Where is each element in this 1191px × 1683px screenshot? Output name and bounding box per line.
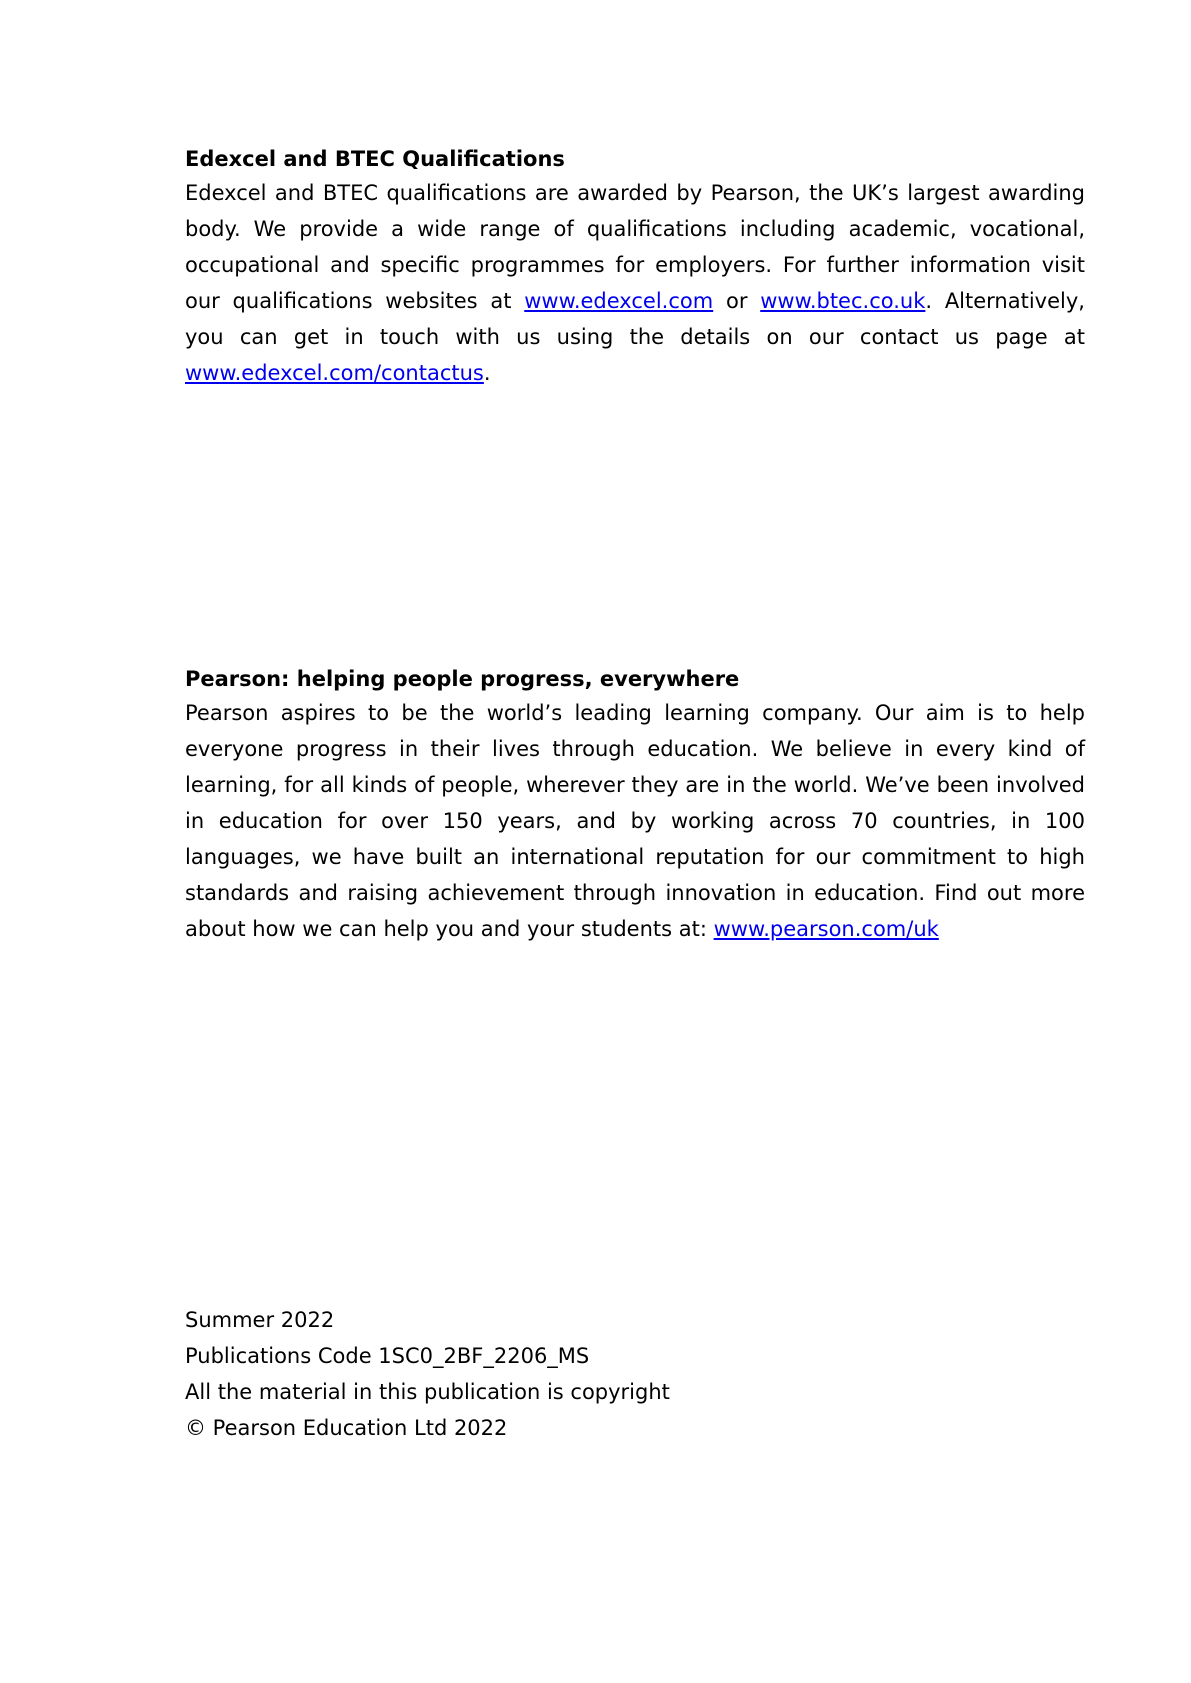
pearson-section (185, 663, 1085, 947)
edexcel-paragraph (185, 175, 1085, 391)
season-label: Summer 2022 (185, 1308, 335, 1332)
copyright-owner: © Pearson Education Ltd 2022 (185, 1416, 508, 1440)
publication-code: Publications Code 1SC0_2BF_2206_MS (185, 1344, 590, 1368)
contactus-link[interactable]: www.edexcel.com/contactus (185, 361, 484, 385)
edexcel-text-3: . Alternatively, you can get in touch with us using the details on our contact us page at (185, 289, 1085, 349)
pearson-text-1: Pearson aspires to be the world’s leading learning company. Our aim is to help everyone progress in their lives through education. We believe in every kind of learning, for all kinds of people, wherever they are in the world. We’ve been involved in education for over 150 years, and by working across 70 countries, in 100 languages, we have built an international reputation for our commitment to high standards and raising achievement through innovation in education. Find out more about how we can help you and your students at: (185, 701, 1085, 941)
publication-footer (185, 1302, 1085, 1446)
pearson-heading: Pearson: helping people progress, everywhere (185, 667, 740, 691)
edexcel-text-2: or (713, 289, 761, 313)
edexcel-section (185, 143, 1085, 391)
edexcel-link[interactable]: www.edexcel.com (524, 289, 714, 313)
copyright-note: All the material in this publication is copyright (185, 1380, 670, 1404)
pearson-link[interactable]: www.pearson.com/uk (713, 917, 939, 941)
btec-link[interactable]: www.btec.co.uk (760, 289, 926, 313)
edexcel-text-4: . (483, 361, 491, 385)
edexcel-heading: Edexcel and BTEC Qualifications (185, 147, 565, 171)
pearson-paragraph (185, 695, 1085, 947)
edexcel-text-1: Edexcel and BTEC qualifications are awarded by Pearson, the UK’s largest awarding body. We provide a wide range of qualifications including academic, vocational, occupational and specific programmes for employers. For further information visit our qualifications websites at (185, 181, 1085, 313)
